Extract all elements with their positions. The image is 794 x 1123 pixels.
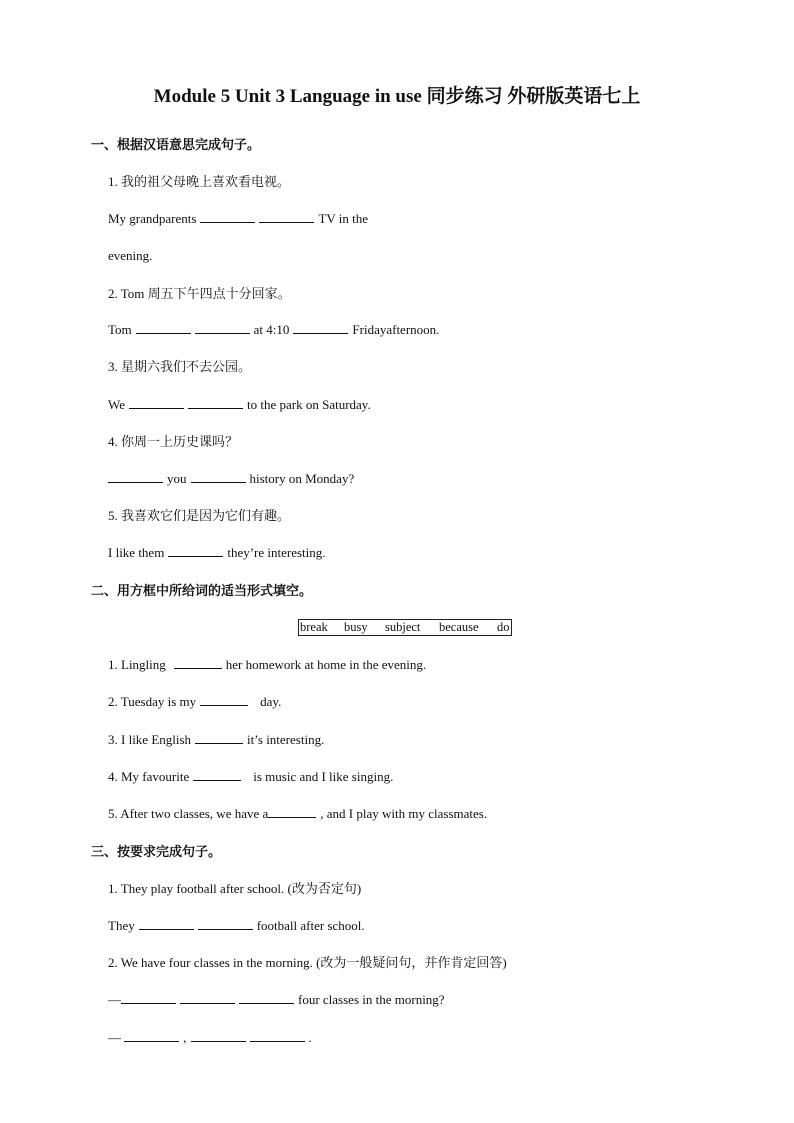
s1-q1-english	[108, 211, 368, 227]
comma: ,	[183, 1030, 187, 1045]
answer-blank[interactable]	[191, 471, 246, 483]
s1-q4-text-a: you	[167, 471, 187, 486]
answer-blank[interactable]	[239, 992, 294, 1004]
section-1-heading: 一、根据汉语意思完成句子。	[91, 137, 261, 152]
s1-q3-english	[108, 397, 371, 413]
s2-q1	[108, 657, 426, 673]
s3-q1-text-a: They	[108, 918, 135, 933]
answer-blank[interactable]	[139, 918, 194, 930]
s1-q5-english	[108, 545, 326, 561]
s3-q2-instruction: 2. We have four classes in the morning. (改为一般疑问句，并作肯定回答)	[108, 955, 507, 970]
answer-blank[interactable]	[124, 1030, 179, 1042]
answer-blank[interactable]	[259, 211, 314, 223]
answer-blank[interactable]	[129, 397, 184, 409]
s1-q1-chinese: 1. 我的祖父母晚上喜欢看电视。	[108, 174, 291, 189]
s1-q2-text-a: Tom	[108, 322, 132, 337]
s1-q1-text-a: My grandparents	[108, 211, 197, 226]
s1-q3-text-a: We	[108, 397, 125, 412]
s2-q2	[108, 694, 281, 710]
s2-q3-text-b: it’s interesting.	[247, 732, 325, 747]
s3-q2-text-b: four classes in the morning?	[298, 992, 445, 1007]
s2-q4-text-a: 4. My favourite	[108, 769, 190, 784]
s2-q2-text-a: 2. Tuesday is my	[108, 694, 197, 709]
answer-blank[interactable]	[198, 918, 253, 930]
period: .	[308, 1030, 312, 1045]
word-box-word: because	[439, 620, 479, 634]
answer-blank[interactable]	[250, 1030, 305, 1042]
s2-q3-text-a: 3. I like English	[108, 732, 192, 747]
s2-q4-text-b: is music and I like singing.	[253, 769, 394, 784]
answer-blank[interactable]	[108, 471, 163, 483]
s1-q4-english	[108, 471, 354, 487]
word-box-word: do	[497, 620, 510, 634]
s3-q1-instruction: 1. They play football after school. (改为否定句)	[108, 881, 362, 896]
dash: —	[108, 1030, 125, 1045]
answer-blank[interactable]	[200, 694, 248, 706]
s1-q2-english	[108, 322, 439, 338]
answer-blank[interactable]	[195, 732, 243, 744]
s2-q5	[108, 806, 487, 822]
answer-blank[interactable]	[121, 992, 176, 1004]
answer-blank[interactable]	[268, 806, 316, 818]
s1-q2-text-c: Fridayafternoon.	[352, 322, 440, 337]
answer-blank[interactable]	[180, 992, 235, 1004]
s3-q1-text-b: football after school.	[256, 918, 365, 933]
word-box-word: break	[300, 620, 328, 634]
s3-q2-reply	[108, 1030, 312, 1046]
word-box	[298, 619, 512, 636]
s2-q5-text-b: , and I play with my classmates.	[320, 806, 488, 821]
s1-q5-text-b: they’re interesting.	[227, 545, 326, 560]
s1-q4-text-b: history on Monday?	[249, 471, 355, 486]
s3-q1-answer	[108, 918, 365, 934]
page-title: Module 5 Unit 3 Language in use 同步练习 外研版英语七上	[153, 86, 641, 107]
answer-blank[interactable]	[200, 211, 255, 223]
s1-q3-chinese: 3. 星期六我们不去公园。	[108, 359, 252, 374]
s2-q4	[108, 769, 393, 785]
s3-q2-question	[108, 992, 445, 1008]
dash: —	[108, 992, 121, 1007]
s2-q2-text-b: day.	[260, 694, 282, 709]
s2-q1-text-a: 1. Lingling	[108, 657, 166, 672]
answer-blank[interactable]	[168, 545, 223, 557]
answer-blank[interactable]	[174, 657, 222, 669]
answer-blank[interactable]	[188, 397, 243, 409]
answer-blank[interactable]	[293, 322, 348, 334]
answer-blank[interactable]	[191, 1030, 246, 1042]
answer-blank[interactable]	[193, 769, 241, 781]
word-box-word: subject	[385, 620, 421, 634]
section-2-heading: 二、用方框中所给词的适当形式填空。	[91, 583, 313, 598]
s1-q5-chinese: 5. 我喜欢它们是因为它们有趣。	[108, 508, 291, 523]
s1-q1-continued: evening.	[108, 248, 153, 263]
s2-q5-text-a: 5. After two classes, we have a	[108, 806, 269, 821]
s1-q4-chinese: 4. 你周一上历史课吗？	[108, 434, 239, 449]
s1-q2-text-b: at 4:10	[253, 322, 290, 337]
answer-blank[interactable]	[136, 322, 191, 334]
section-3-heading: 三、按要求完成句子。	[91, 844, 222, 859]
word-box-word: busy	[344, 620, 368, 634]
s1-q2-chinese: 2. Tom 周五下午四点十分回家。	[108, 286, 291, 301]
s1-q5-text-a: I like them	[108, 545, 165, 560]
s1-q1-text-b: TV in the	[318, 211, 369, 226]
answer-blank[interactable]	[195, 322, 250, 334]
s2-q1-text-b: her homework at home in the evening.	[225, 657, 427, 672]
s2-q3	[108, 732, 324, 748]
s1-q3-text-b: to the park on Saturday.	[247, 397, 371, 412]
